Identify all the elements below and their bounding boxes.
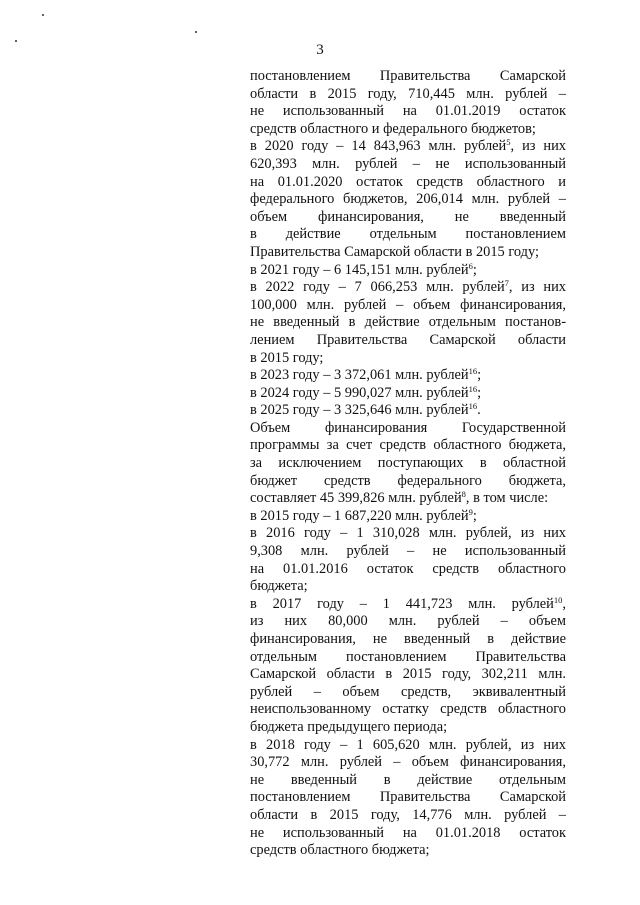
text-line bbox=[250, 420, 566, 438]
text-line bbox=[250, 490, 566, 508]
line-text-after: , bbox=[562, 595, 566, 612]
text-line bbox=[250, 314, 566, 332]
line-text: бюджета; bbox=[250, 578, 308, 595]
text-line bbox=[250, 543, 566, 561]
document-body bbox=[250, 68, 566, 860]
line-text-after: , из них bbox=[508, 279, 567, 296]
line-text: бюджет средств федерального бюджета, bbox=[250, 472, 566, 489]
text-line bbox=[250, 350, 566, 368]
line-text: Объем финансирования Государственной bbox=[250, 419, 566, 436]
text-line bbox=[250, 613, 566, 631]
footnote-ref: 16 bbox=[468, 366, 478, 377]
line-text: не введенный в действие отдельным постанов- bbox=[250, 314, 566, 331]
line-text: области в 2015 году, 710,445 млн. рублей – bbox=[250, 85, 566, 102]
text-line bbox=[250, 701, 566, 719]
line-text: финансирования, не введенный в действие bbox=[250, 631, 566, 647]
line-text: в 2020 году – 14 843,963 млн. рублей bbox=[250, 138, 507, 155]
text-line bbox=[250, 684, 566, 702]
line-text: федерального бюджетов, 206,014 млн. рублей – bbox=[250, 191, 566, 208]
line-text: постановлением Правительства Самарской bbox=[250, 789, 566, 806]
text-line bbox=[250, 332, 566, 350]
text-line bbox=[250, 807, 566, 825]
text-line bbox=[250, 649, 566, 667]
line-text: в 2018 году – 1 605,620 млн. рублей, из них bbox=[250, 736, 566, 753]
line-text: лением Правительства Самарской области bbox=[250, 331, 566, 348]
text-line bbox=[250, 103, 566, 121]
line-text: на 01.01.2016 остаток средств областного bbox=[250, 560, 566, 577]
line-text: программы за счет средств областного бюджета, bbox=[250, 437, 566, 454]
text-line bbox=[250, 385, 566, 403]
line-text: 100,000 млн. рублей – объем финансирования, bbox=[250, 296, 566, 313]
line-text-after: , в том числе: bbox=[465, 490, 549, 507]
line-text: в 2021 году – 6 145,151 млн. рублей bbox=[250, 261, 469, 278]
text-line bbox=[250, 68, 566, 86]
text-line bbox=[250, 508, 566, 526]
text-line bbox=[250, 455, 566, 473]
line-text: в 2023 году – 3 372,061 млн. рублей bbox=[250, 367, 469, 384]
line-text: составляет 45 399,826 млн. рублей bbox=[250, 490, 462, 507]
text-line bbox=[250, 473, 566, 491]
footnote-ref: 9 bbox=[468, 506, 473, 517]
line-text: в 2024 году – 5 990,027 млн. рублей bbox=[250, 384, 469, 401]
text-line bbox=[250, 156, 566, 174]
text-line bbox=[250, 825, 566, 843]
text-line bbox=[250, 138, 566, 156]
text-line bbox=[250, 596, 566, 614]
line-text: бюджета предыдущего периода; bbox=[250, 718, 448, 735]
line-text: не введенный в действие отдельным bbox=[250, 771, 566, 788]
text-line bbox=[250, 737, 566, 755]
line-text: неиспользованному остатку средств областного bbox=[250, 701, 566, 718]
footnote-ref: 10 bbox=[553, 594, 563, 605]
text-line bbox=[250, 367, 566, 385]
line-text: в 2016 году – 1 310,028 млн. рублей, из них bbox=[250, 525, 566, 542]
line-text: Правительства Самарской области в 2015 году; bbox=[250, 243, 539, 260]
line-text: рублей – объем средств, эквивалентный bbox=[250, 683, 566, 700]
text-line bbox=[250, 209, 566, 227]
text-line bbox=[250, 666, 566, 684]
text-line bbox=[250, 121, 566, 139]
text-line bbox=[250, 174, 566, 192]
page-number: 3 bbox=[316, 42, 324, 58]
footnote-ref: 16 bbox=[468, 383, 478, 394]
line-text: не использованный на 01.01.2018 остаток bbox=[250, 824, 566, 841]
line-text: в 2022 году – 7 066,253 млн. рублей bbox=[250, 279, 505, 296]
line-text: в 2015 году – 1 687,220 млн. рублей bbox=[250, 507, 469, 524]
line-text-after: ; bbox=[472, 507, 477, 524]
text-line bbox=[250, 842, 566, 860]
line-text-after: ; bbox=[477, 367, 482, 384]
line-text-after: . bbox=[477, 402, 481, 419]
line-text-after: ; bbox=[472, 261, 477, 278]
line-text: постановлением Правительства Самарской bbox=[250, 68, 566, 84]
text-line bbox=[250, 754, 566, 772]
text-line bbox=[250, 244, 566, 262]
line-text: 620,393 млн. рублей – не использованный bbox=[250, 155, 566, 172]
scan-speck bbox=[42, 14, 44, 16]
footnote-ref: 16 bbox=[468, 401, 478, 412]
text-line bbox=[250, 789, 566, 807]
line-text: 9,308 млн. рублей – не использованный bbox=[250, 543, 566, 560]
line-text: средств областного бюджета; bbox=[250, 842, 430, 859]
line-text: за исключением поступающих в областной bbox=[250, 455, 566, 472]
text-line bbox=[250, 297, 566, 315]
text-line bbox=[250, 525, 566, 543]
line-text: отдельным постановлением Правительства bbox=[250, 648, 566, 665]
text-line bbox=[250, 437, 566, 455]
text-line bbox=[250, 578, 566, 596]
line-text: в 2025 году – 3 325,646 млн. рублей bbox=[250, 402, 469, 419]
text-line bbox=[250, 772, 566, 790]
text-line bbox=[250, 561, 566, 579]
text-line bbox=[250, 719, 566, 737]
line-text: области в 2015 году, 14,776 млн. рублей – bbox=[250, 806, 566, 823]
line-text: объем финансирования, не введенный bbox=[250, 208, 566, 225]
text-line bbox=[250, 279, 566, 297]
footnote-ref: 5 bbox=[506, 137, 511, 148]
line-text-after: ; bbox=[477, 384, 482, 401]
text-line bbox=[250, 631, 566, 649]
line-text: 30,772 млн. рублей – объем финансирования, bbox=[250, 754, 566, 771]
text-line bbox=[250, 191, 566, 209]
text-line bbox=[250, 86, 566, 104]
line-text: в действие отдельным постановлением bbox=[250, 226, 566, 243]
line-text-after: , из них bbox=[510, 138, 566, 155]
scan-speck bbox=[195, 31, 197, 33]
footnote-ref: 6 bbox=[468, 260, 473, 271]
line-text: не использованный на 01.01.2019 остаток bbox=[250, 103, 566, 120]
footnote-ref: 8 bbox=[461, 489, 466, 500]
line-text: из них 80,000 млн. рублей – объем bbox=[250, 613, 566, 630]
text-line bbox=[250, 262, 566, 280]
line-text: на 01.01.2020 остаток средств областного и bbox=[250, 173, 566, 190]
footnote-ref: 7 bbox=[504, 278, 509, 289]
line-text: Самарской области в 2015 году, 302,211 млн. bbox=[250, 666, 566, 683]
line-text: в 2015 году; bbox=[250, 349, 324, 366]
line-text: средств областного и федерального бюджетов; bbox=[250, 120, 536, 137]
text-line bbox=[250, 226, 566, 244]
line-text: в 2017 году – 1 441,723 млн. рублей bbox=[250, 595, 554, 612]
text-line bbox=[250, 402, 566, 420]
